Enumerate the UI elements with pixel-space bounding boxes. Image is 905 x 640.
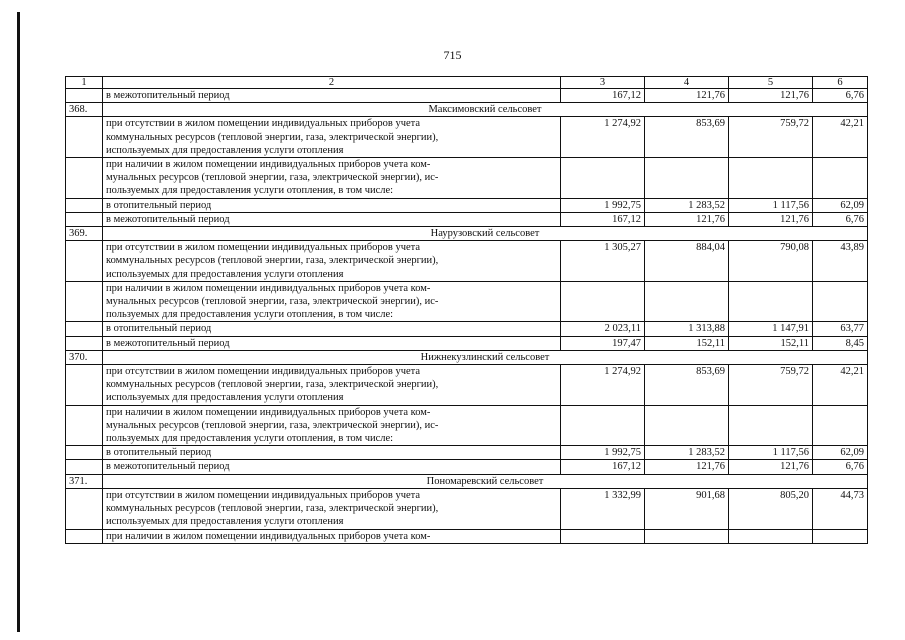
number-cell [66,198,103,212]
number-cell [66,365,103,406]
table-row [66,336,868,350]
description-line: в межотопительный период [106,213,230,225]
description-line: коммунальных ресурсов (тепловой энергии, газа, электрической энергии), [106,503,439,515]
section-number: 370. [66,350,103,364]
description-line: коммунальных ресурсов (тепловой энергии, газа, электрической энергии), [106,255,439,267]
description-cell [103,241,561,282]
description-line: при отсутствии в жилом помещении индивидуальных приборов учета [106,242,421,254]
value-cell: 1 313,88 [645,322,729,336]
number-cell [66,117,103,158]
value-cell: 759,72 [729,117,813,158]
description-line: в межотопительный период [106,461,230,473]
description-line: коммунальных ресурсов (тепловой энергии, газа, электрической энергии), [106,131,439,143]
table-row [66,117,868,158]
value-cell: 853,69 [645,365,729,406]
section-row [66,227,868,241]
value-cell: 6,76 [813,212,868,226]
value-cell [729,281,813,322]
value-cell [645,158,729,199]
value-cell: 121,76 [645,460,729,474]
description-cell [103,488,561,529]
table-row [66,212,868,226]
value-cell: 805,20 [729,488,813,529]
value-cell [813,281,868,322]
value-cell: 790,08 [729,241,813,282]
description-cell [103,322,561,336]
section-title: Наурузовский сельсовет [103,227,868,241]
value-cell: 121,76 [645,212,729,226]
value-cell: 1 992,75 [561,198,645,212]
value-cell [561,281,645,322]
table-row [66,281,868,322]
number-cell [66,446,103,460]
header-cell: 3 [561,77,645,89]
value-cell [561,158,645,199]
value-cell: 1 283,52 [645,198,729,212]
table-row [66,158,868,199]
description-cell [103,405,561,446]
section-title: Максимовский сельсовет [103,103,868,117]
section-row [66,350,868,364]
table-row [66,405,868,446]
value-cell: 8,45 [813,336,868,350]
description-line: при отсутствии в жилом помещении индивидуальных приборов учета [106,366,421,378]
number-cell [66,488,103,529]
value-cell: 853,69 [645,117,729,158]
value-cell [645,529,729,543]
table-row [66,89,868,103]
value-cell: 1 274,92 [561,117,645,158]
value-cell: 1 117,56 [729,198,813,212]
header-row [66,77,868,89]
description-cell [103,446,561,460]
value-cell [729,158,813,199]
table-row [66,529,868,543]
value-cell: 152,11 [729,336,813,350]
value-cell: 42,21 [813,365,868,406]
number-cell [66,405,103,446]
description-line: в отопительный период [106,199,212,211]
header-cell: 5 [729,77,813,89]
value-cell: 167,12 [561,460,645,474]
number-cell [66,336,103,350]
value-cell: 759,72 [729,365,813,406]
number-cell [66,322,103,336]
value-cell [813,405,868,446]
description-cell [103,198,561,212]
header-cell: 1 [66,77,103,89]
value-cell: 884,04 [645,241,729,282]
table-row [66,488,868,529]
value-cell: 121,76 [729,460,813,474]
value-cell: 42,21 [813,117,868,158]
page-binding-edge [17,12,20,632]
header-cell: 4 [645,77,729,89]
description-cell [103,336,561,350]
number-cell [66,281,103,322]
value-cell: 62,09 [813,198,868,212]
description-line: используемых для предоставления услуги отопления [106,516,344,528]
value-cell [561,529,645,543]
description-cell [103,158,561,199]
section-number: 369. [66,227,103,241]
value-cell [729,405,813,446]
number-cell [66,529,103,543]
value-cell: 1 305,27 [561,241,645,282]
section-title: Пономаревский сельсовет [103,474,868,488]
value-cell [813,529,868,543]
header-cell: 6 [813,77,868,89]
value-cell: 197,47 [561,336,645,350]
description-line: при наличии в жилом помещении индивидуальных приборов учета ком- [106,406,431,418]
description-line: используемых для предоставления услуги отопления [106,268,344,280]
number-cell [66,212,103,226]
description-line: пользуемых для предоставления услуги отопления, в том числе: [106,433,394,445]
table-row [66,460,868,474]
value-cell: 43,89 [813,241,868,282]
table-row [66,198,868,212]
table-row [66,446,868,460]
value-cell: 2 023,11 [561,322,645,336]
value-cell [645,281,729,322]
value-cell [813,158,868,199]
description-line: при наличии в жилом помещении индивидуальных приборов учета ком- [106,530,431,542]
description-line: используемых для предоставления услуги отопления [106,392,344,404]
number-cell [66,158,103,199]
value-cell: 152,11 [645,336,729,350]
table-row [66,241,868,282]
description-cell [103,89,561,103]
value-cell: 1 274,92 [561,365,645,406]
description-line: пользуемых для предоставления услуги отопления, в том числе: [106,309,394,321]
description-line: пользуемых для предоставления услуги отопления, в том числе: [106,185,394,197]
value-cell: 1 147,91 [729,322,813,336]
description-cell [103,460,561,474]
description-line: мунальных ресурсов (тепловой энергии, газа, электрической энергии), ис- [106,296,439,308]
number-cell [66,89,103,103]
value-cell: 121,76 [645,89,729,103]
section-number: 371. [66,474,103,488]
value-cell: 121,76 [729,212,813,226]
value-cell: 6,76 [813,89,868,103]
table-row [66,322,868,336]
section-title: Нижнекузлинский сельсовет [103,350,868,364]
value-cell: 1 283,52 [645,446,729,460]
description-line: мунальных ресурсов (тепловой энергии, газа, электрической энергии), ис- [106,172,439,184]
section-number: 368. [66,103,103,117]
section-row [66,474,868,488]
description-line: при наличии в жилом помещении индивидуальных приборов учета ком- [106,282,431,294]
description-line: в отопительный период [106,323,212,335]
description-cell [103,529,561,543]
description-cell [103,117,561,158]
header-cell: 2 [103,77,561,89]
description-line: при отсутствии в жилом помещении индивидуальных приборов учета [106,118,421,130]
description-line: в межотопительный период [106,90,230,101]
value-cell: 6,76 [813,460,868,474]
section-row [66,103,868,117]
number-cell [66,460,103,474]
description-line: в отопительный период [106,447,212,459]
value-cell: 44,73 [813,488,868,529]
value-cell: 1 332,99 [561,488,645,529]
description-cell [103,281,561,322]
description-line: при наличии в жилом помещении индивидуальных приборов учета ком- [106,159,431,171]
tariff-table [65,76,868,544]
number-cell [66,241,103,282]
value-cell: 1 992,75 [561,446,645,460]
value-cell [645,405,729,446]
value-cell [561,405,645,446]
page-number: 715 [443,48,462,62]
value-cell: 167,12 [561,212,645,226]
description-line: коммунальных ресурсов (тепловой энергии, газа, электрической энергии), [106,379,439,391]
value-cell: 167,12 [561,89,645,103]
description-cell [103,212,561,226]
value-cell: 62,09 [813,446,868,460]
description-cell [103,365,561,406]
description-line: используемых для предоставления услуги отопления [106,144,344,156]
table-row [66,365,868,406]
value-cell: 1 117,56 [729,446,813,460]
description-line: при отсутствии в жилом помещении индивидуальных приборов учета [106,489,421,501]
description-line: в межотопительный период [106,337,230,349]
description-line: мунальных ресурсов (тепловой энергии, газа, электрической энергии), ис- [106,419,439,431]
value-cell: 121,76 [729,89,813,103]
value-cell [729,529,813,543]
value-cell: 63,77 [813,322,868,336]
value-cell: 901,68 [645,488,729,529]
